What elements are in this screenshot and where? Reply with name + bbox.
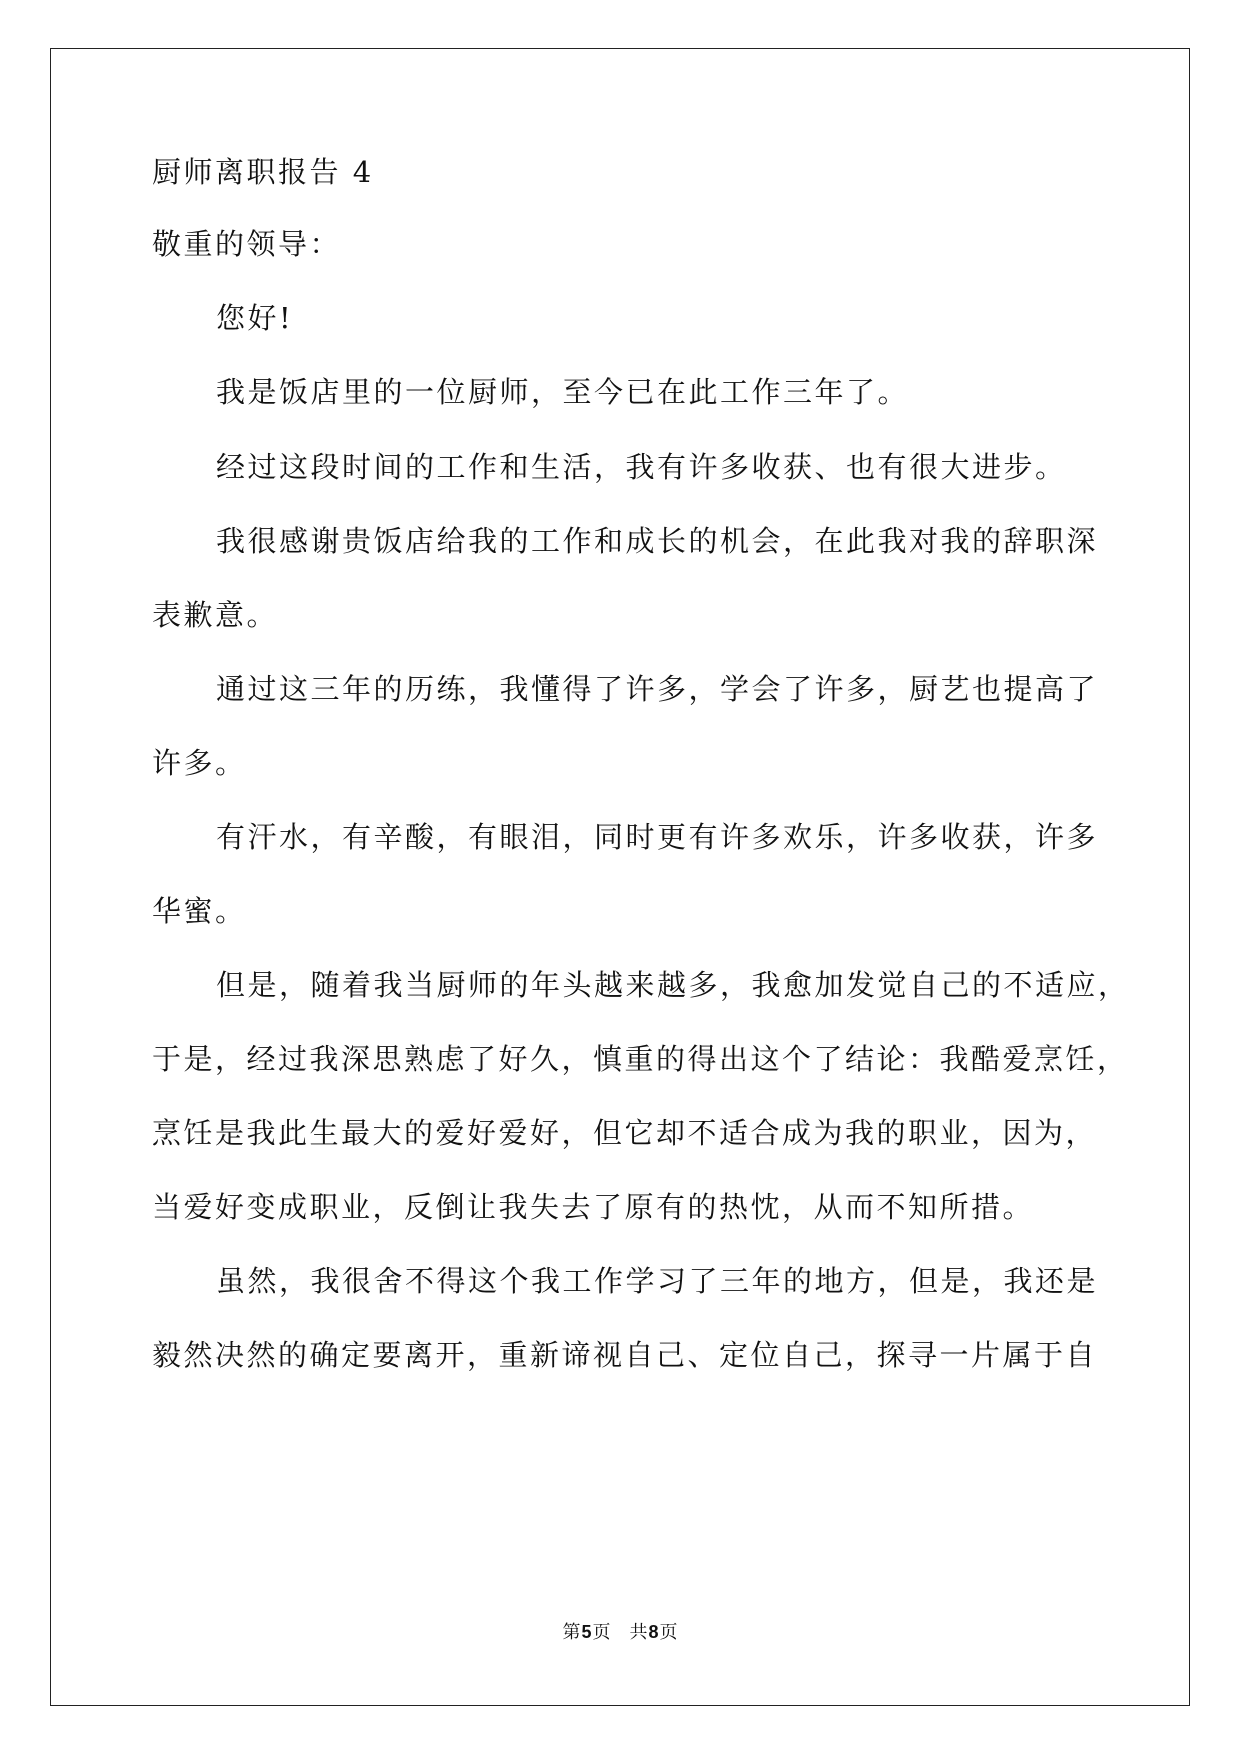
total-suffix: 页 — [659, 1622, 679, 1643]
greeting: 您好! — [216, 301, 294, 335]
paragraph-line: 华蜜。 — [152, 894, 247, 928]
paragraph-line: 当爱好变成职业，反倒让我失去了原有的热忱，从而不知所措。 — [152, 1190, 1035, 1224]
total-page-number: 8 — [648, 1622, 660, 1642]
paragraph-line: 经过这段时间的工作和生活，我有许多收获、也有很大进步。 — [216, 450, 1067, 484]
paragraph-line: 于是，经过我深思熟虑了好久，慎重的得出这个了结论：我酷爱烹饪， — [152, 1042, 1129, 1076]
paragraph-line: 有汗水，有辛酸，有眼泪，同时更有许多欢乐，许多收获，许多 — [216, 820, 1099, 854]
current-page-number: 5 — [581, 1622, 593, 1642]
paragraph-line: 我是饭店里的一位厨师，至今已在此工作三年了。 — [216, 375, 910, 409]
salutation: 敬重的领导： — [152, 227, 342, 261]
paragraph-line: 通过这三年的历练，我懂得了许多，学会了许多，厨艺也提高了 — [216, 672, 1099, 706]
page-suffix: 页 — [592, 1622, 612, 1643]
document-title: 厨师离职报告 4 — [152, 155, 374, 189]
paragraph-line: 但是，随着我当厨师的年头越来越多，我愈加发觉自己的不适应， — [216, 968, 1130, 1002]
paragraph-line: 许多。 — [152, 746, 247, 780]
page-footer — [0, 1620, 1241, 1645]
page-prefix: 第 — [562, 1622, 582, 1643]
paragraph-line: 表歉意。 — [152, 598, 279, 632]
paragraph-line: 虽然，我很舍不得这个我工作学习了三年的地方，但是，我还是 — [216, 1264, 1099, 1298]
page-frame — [50, 48, 1190, 1706]
paragraph-line: 烹饪是我此生最大的爱好爱好，但它却不适合成为我的职业，因为， — [152, 1116, 1098, 1150]
paragraph-line: 我很感谢贵饭店给我的工作和成长的机会，在此我对我的辞职深 — [216, 524, 1099, 558]
paragraph-line: 毅然决然的确定要离开，重新谛视自己、定位自己，探寻一片属于自 — [152, 1338, 1098, 1372]
total-prefix: 共 — [629, 1622, 649, 1643]
